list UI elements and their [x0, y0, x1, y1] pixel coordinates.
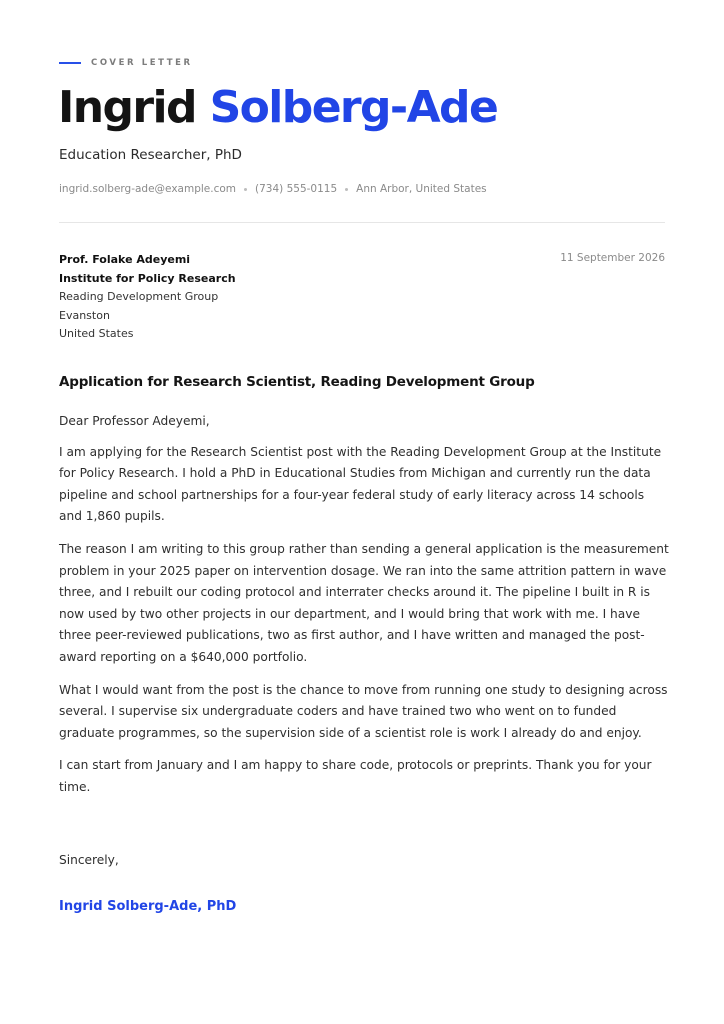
- applicant-name: [58, 80, 497, 136]
- eyebrow: [59, 57, 193, 69]
- recipient-name: Prof. Folake Adeyemi: [59, 253, 191, 266]
- recipient-group: Reading Development Group: [59, 290, 219, 304]
- body-paragraph: I can start from January and I am happy to share code, protocols or preprints. Thank you for your time.: [59, 758, 652, 794]
- recipient-country: United States: [59, 327, 134, 341]
- applicant-role: Education Researcher, PhD: [59, 147, 242, 163]
- salutation: Dear Professor Adeyemi,: [59, 414, 210, 428]
- separator-dot: [244, 188, 247, 191]
- contact-location: Ann Arbor, United States: [356, 183, 487, 195]
- letter-date: 11 September 2026: [560, 252, 665, 264]
- first-name: Ingrid: [58, 82, 196, 133]
- contact-email[interactable]: ingrid.solberg-ade@example.com: [59, 183, 237, 195]
- letter-body: [59, 411, 669, 810]
- separator-dot: [345, 188, 348, 191]
- eyebrow-label: COVER LETTER: [91, 58, 193, 68]
- body-paragraph: The reason I am writing to this group rather than sending a general application is the measurement problem in your 2025 paper on intervention dosage. We ran into the same attrition pattern in wave three, and I rebuilt our coding protocol and interrater checks around it. The pipeline I built in R is now used by two other projects in our department, and I would bring that work with me. I have three peer-reviewed publications, two as first author, and I have written and managed the post-award reporting on a $640,000 portfolio.: [59, 541, 669, 664]
- header-divider: [59, 222, 665, 223]
- recipient-city: Evanston: [59, 308, 110, 322]
- recipient-block: [59, 251, 236, 344]
- contact-line: [59, 183, 487, 195]
- body-paragraph: I am applying for the Research Scientist post with the Reading Development Group at the Institute for Policy Research. I hold a PhD in Educational Studies from Michigan and currently run the data pipeline and school partnerships for a four-year federal study of early literacy across 14 schools and 1,860 pupils.: [59, 444, 662, 524]
- body-paragraph: What I would want from the post is the chance to move from running one study to designing across several. I supervise six undergraduate coders and have trained two who went on to funded graduate programmes, so the supervision side of a scientist role is work I already do and enjoy.: [59, 682, 668, 740]
- contact-phone[interactable]: (734) 555-0115: [255, 183, 338, 195]
- letter-subject: Application for Research Scientist, Reading Development Group: [59, 374, 535, 390]
- recipient-organization: Institute for Policy Research: [59, 271, 236, 285]
- closing: Sincerely,: [59, 853, 119, 867]
- signature: Ingrid Solberg-Ade, PhD: [59, 899, 237, 914]
- eyebrow-rule: [59, 62, 81, 64]
- last-name: Solberg-Ade: [209, 82, 498, 133]
